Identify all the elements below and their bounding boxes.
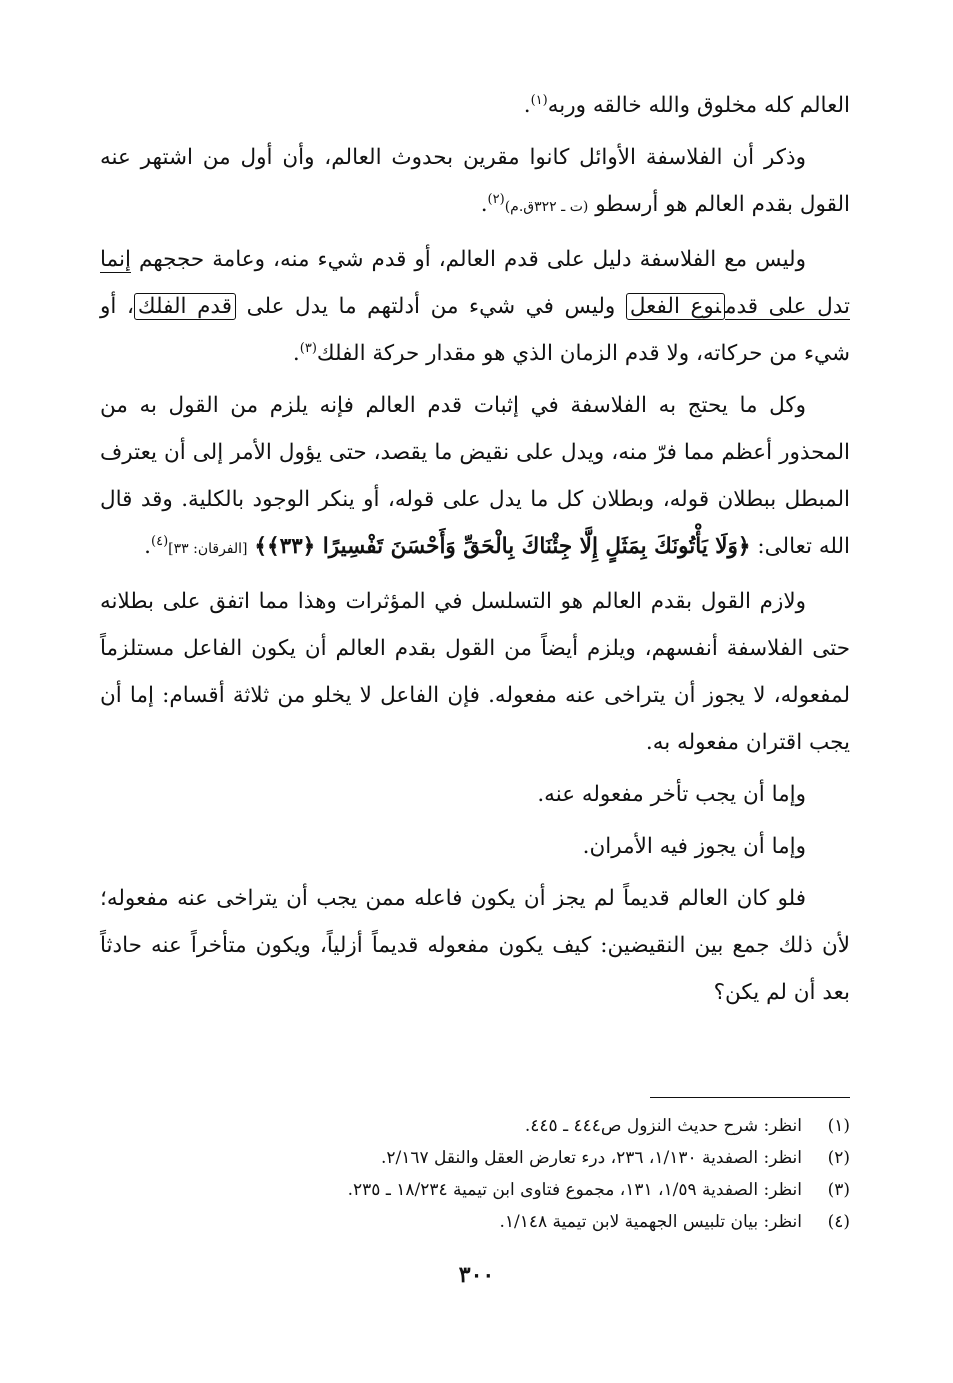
footnote-3-text: انظر: الصفدية ١/٥٩، ١٣١، مجموع فتاوى ابن تيمية ١٨/٢٣٤ ـ ٢٣٥. <box>347 1180 802 1200</box>
paragraph-1-text: العالم كله مخلوق والله خالقه وربه <box>547 93 850 118</box>
paragraph-3: وليس مع الفلاسفة دليل على قدم العالم، أو قدم شيء منه، وعامة حججهم إنما تدل على قدمنوع الفعل وليس في شيء من أدلتهم ما يدل على قدم الفلك، أو شيء من حركاته، ولا قدم الزمان الذي هو مقدار حركة الفلك$^{(٣)}$. <box>100 247 850 366</box>
footnote-ref-1[interactable]: (١) <box>530 92 548 108</box>
footnote-3-number: (٣) <box>827 1180 850 1200</box>
page-number: ٣٠٠ <box>458 1262 495 1288</box>
page-body <box>100 82 850 1021</box>
footnote-3 <box>100 1174 850 1206</box>
paragraph-2-end: . <box>480 192 488 217</box>
paragraph-3-text-b: وليس في شيء من أدلتهم ما يدل على <box>246 294 616 319</box>
footnote-1-number: (١) <box>827 1116 850 1136</box>
paragraph-3-text-a: وليس مع الفلاسفة دليل على قدم العالم، أو قدم شيء منه، وعامة حججهم <box>138 247 806 272</box>
footnote-1 <box>100 1110 850 1142</box>
footnote-4-text: انظر: بيان تلبيس الجهمية لابن تيمية ١/١٤٨. <box>499 1212 802 1232</box>
paragraph-3-text-c: أو شيء من حركاته، ولا قدم الزمان الذي هو مقدار حركة الفلك <box>100 294 850 366</box>
paragraph-2-date-note: (ت ـ ٣٢٢ق.م) <box>504 199 589 215</box>
footnotes <box>100 1110 850 1238</box>
paragraph-4-text: وكل ما يحتج به الفلاسفة في إثبات قدم العالم فإنه يلزم من القول به من المحذور أعظم مما فرّ منه، ويدل على نقيض ما يقصد، حتى يؤول الأمر إلى أن يعترف المبطل ببطلان قوله، وبطلان كل ما يدل على قوله، أو ينكر الوجود بالكلية. وقد قال الله تعالى: <box>100 393 850 559</box>
paragraph-2 <box>100 134 850 231</box>
paragraph-3-end: . <box>292 341 300 366</box>
paragraph-4-end: . <box>144 534 152 559</box>
paragraph-2-text: وذكر أن الفلاسفة الأوائل كانوا مقرين بحدوث العالم، وأن أول من اشتهر عنه القول بقدم العالم هو أرسطو <box>100 145 850 217</box>
underlined-phrase: إنما تدل على قدم <box>100 247 850 319</box>
paragraph-1 <box>100 82 850 129</box>
paragraph-4 <box>100 382 850 573</box>
paragraph-6: وإما أن يجب تأخر مفعوله عنه. <box>537 782 806 807</box>
footnote-4-number: (٤) <box>827 1212 850 1232</box>
paragraph-7: وإما أن يجوز فيه الأمران. <box>582 834 806 859</box>
boxed-phrase-orbit-eternity: قدم الفلك <box>134 293 236 320</box>
paragraph-8: فلو كان العالم قديماً لم يجز أن يكون فاعله ممن يجب أن يتراخى عنه مفعوله؛ لأن ذلك جمع بين النقيضين: كيف يكون مفعوله قديماً أزلياً، ويكون متأخراً عنه حادثاً بعد أن لم يكن؟ <box>100 886 850 1005</box>
footnote-2-text: انظر: الصفدية ١/١٣٠، ٢٣٦، درء تعارض العقل والنقل ٢/١٦٧. <box>380 1148 802 1168</box>
footnote-ref-3[interactable]: (٣) <box>299 340 317 356</box>
paragraph-5: ولازم القول بقدم العالم هو التسلسل في المؤثرات وهذا مما اتفق على بطلانه حتى الفلاسفة أنفسهم، ويلزم أيضاً من القول بقدم العالم أن يكون الفاعل مستلزماً لمفعوله، لا يجوز أن يتراخى عنه مفعوله. فإن الفاعل لا يخلو من ثلاثة أقسام: إما أن يجب اقتران مفعوله به. <box>100 589 850 755</box>
footnote-divider <box>650 1097 850 1098</box>
footnote-4 <box>100 1206 850 1238</box>
footnote-ref-2[interactable]: (٢) <box>487 191 505 207</box>
paragraph-1-end: . <box>523 93 531 118</box>
quran-verse: ﴿وَلَا يَأْتُونَكَ بِمَثَلٍ إِلَّا جِئْنَاكَ بِالْحَقِّ وَأَحْسَنَ تَفْسِيرًا ﴿٣٣﴾﴾ <box>254 534 751 559</box>
quran-citation: [الفرقان: ٣٣] <box>168 541 248 557</box>
footnote-ref-4[interactable]: (٤) <box>151 533 169 549</box>
footnote-2 <box>100 1142 850 1174</box>
footnote-2-number: (٢) <box>827 1148 850 1168</box>
boxed-phrase-action-type: نوع الفعل <box>626 293 725 320</box>
footnote-1-text: انظر: شرح حديث النزول ص٤٤٤ ـ ٤٤٥. <box>524 1116 802 1136</box>
